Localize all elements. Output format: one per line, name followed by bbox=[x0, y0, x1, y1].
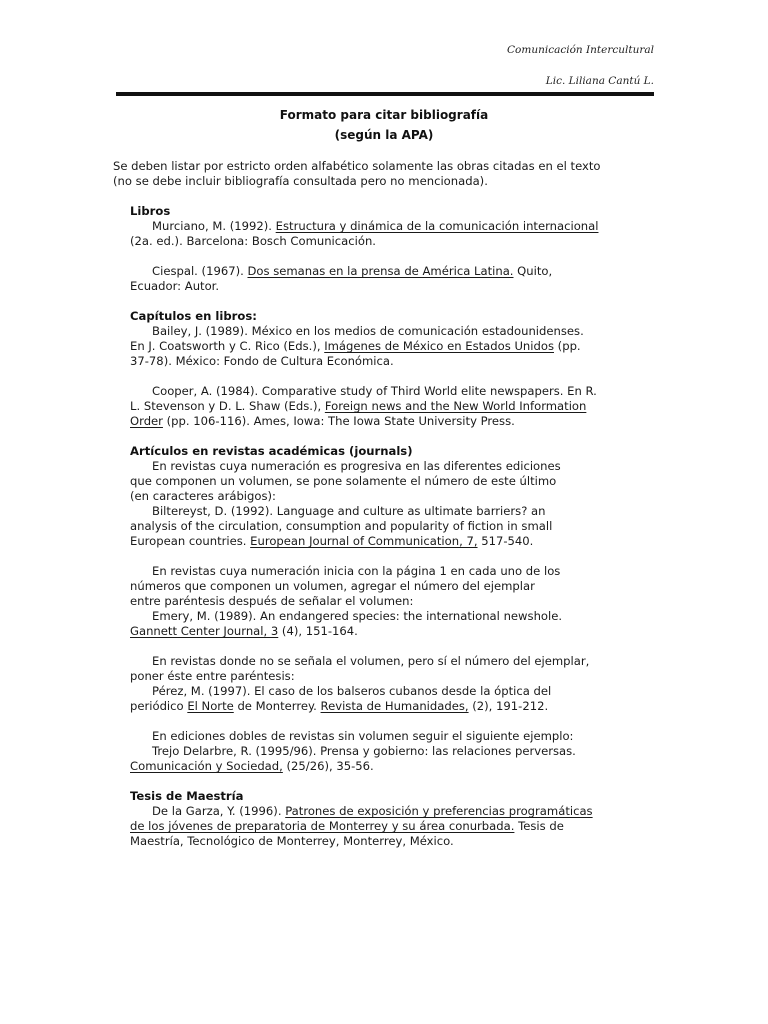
reference-line: de los jóvenes de preparatoria de Monterrey y su área conurbada. Tesis de bbox=[130, 819, 564, 833]
body-line: poner éste entre paréntesis: bbox=[130, 669, 295, 683]
reference-line: periódico El Norte de Monterrey. Revista de Humanidades, (2), 191-212. bbox=[130, 699, 549, 713]
section-heading-libros: Libros bbox=[130, 204, 171, 218]
reference-line: Murciano, M. (1992). Estructura y dinámica de la comunicación internacional bbox=[152, 219, 599, 233]
header-divider bbox=[116, 92, 654, 96]
body-line: números que componen un volumen, agregar el número del ejemplar bbox=[130, 579, 535, 593]
reference-title: Dos semanas en la prensa de América Latina. bbox=[247, 264, 514, 278]
reference-line: En J. Coatsworth y C. Rico (Eds.), Imágenes de México en Estados Unidos (pp. bbox=[130, 339, 581, 353]
reference-line: Emery, M. (1989). An endangered species: the international newshole. bbox=[152, 609, 563, 623]
reference-line: L. Stevenson y D. L. Shaw (Eds.), Foreign news and the New World Information bbox=[130, 399, 587, 413]
reference-title: Estructura y dinámica de la comunicación internacional bbox=[275, 219, 599, 233]
reference-line: Maestría, Tecnológico de Monterrey, Monterrey, México. bbox=[130, 834, 454, 848]
reference-line: Gannett Center Journal, 3 (4), 151-164. bbox=[130, 624, 358, 638]
reference-title: El Norte bbox=[187, 699, 234, 713]
document-title: Formato para citar bibliografía bbox=[279, 108, 489, 122]
header-course: Comunicación Intercultural bbox=[507, 44, 654, 56]
reference-title: de los jóvenes de preparatoria de Monterrey y su área conurbada. bbox=[130, 819, 515, 833]
body-line: En ediciones dobles de revistas sin volumen seguir el siguiente ejemplo: bbox=[152, 729, 574, 743]
reference-title: Gannett Center Journal, 3 bbox=[130, 624, 279, 638]
reference-title: Imágenes de México en Estados Unidos bbox=[324, 339, 554, 353]
document-subtitle: (según la APA) bbox=[334, 128, 434, 142]
body-line: que componen un volumen, se pone solamente el número de este último bbox=[130, 474, 557, 488]
body-line: En revistas donde no se señala el volumen, pero sí el número del ejemplar, bbox=[152, 654, 590, 668]
document-body bbox=[113, 159, 658, 849]
reference-line: De la Garza, Y. (1996). Patrones de exposición y preferencias programáticas bbox=[152, 804, 593, 818]
reference-line: Bailey, J. (1989). México en los medios de comunicación estadounidenses. bbox=[152, 324, 584, 338]
reference-line: analysis of the circulation, consumption and popularity of fiction in small bbox=[130, 519, 553, 533]
reference-line: (2a. ed.). Barcelona: Bosch Comunicación. bbox=[130, 234, 376, 248]
reference-line: Ciespal. (1967). Dos semanas en la prensa de América Latina. Quito, bbox=[152, 264, 553, 278]
reference-title: Foreign news and the New World Information bbox=[324, 399, 587, 413]
reference-line: Ecuador: Autor. bbox=[130, 279, 220, 293]
reference-title: Comunicación y Sociedad, bbox=[130, 759, 283, 773]
header-author: Lic. Liliana Cantú L. bbox=[545, 75, 654, 87]
body-line: entre paréntesis después de señalar el volumen: bbox=[130, 594, 414, 608]
body-line: (en caracteres arábigos): bbox=[130, 489, 276, 503]
section-heading-capitulos: Capítulos en libros: bbox=[130, 309, 257, 323]
reference-title: Order bbox=[130, 414, 163, 428]
reference-title: European Journal of Communication, 7, bbox=[250, 534, 478, 548]
intro-line: Se deben listar por estricto orden alfabético solamente las obras citadas en el texto bbox=[113, 159, 601, 173]
reference-title: Revista de Humanidades, bbox=[320, 699, 469, 713]
reference-line: Comunicación y Sociedad, (25/26), 35-56. bbox=[130, 759, 374, 773]
section-heading-articulos: Artículos en revistas académicas (journals) bbox=[130, 444, 413, 458]
section-heading-tesis: Tesis de Maestría bbox=[130, 789, 244, 803]
reference-line: Trejo Delarbre, R. (1995/96). Prensa y gobierno: las relaciones perversas. bbox=[152, 744, 576, 758]
reference-line: European countries. European Journal of Communication, 7, 517-540. bbox=[130, 534, 534, 548]
body-line: En revistas cuya numeración es progresiva en las diferentes ediciones bbox=[152, 459, 561, 473]
reference-line: 37-78). México: Fondo de Cultura Económica. bbox=[130, 354, 394, 368]
reference-line: Pérez, M. (1997). El caso de los balseros cubanos desde la óptica del bbox=[152, 684, 552, 698]
reference-line: Cooper, A. (1984). Comparative study of Third World elite newspapers. En R. bbox=[152, 384, 597, 398]
reference-title: Patrones de exposición y preferencias programáticas bbox=[285, 804, 593, 818]
reference-line: Order (pp. 106-116). Ames, Iowa: The Iowa State University Press. bbox=[130, 414, 515, 428]
reference-line: Biltereyst, D. (1992). Language and culture as ultimate barriers? an bbox=[152, 504, 546, 518]
body-line: En revistas cuya numeración inicia con la página 1 en cada uno de los bbox=[152, 564, 561, 578]
intro-line: (no se debe incluir bibliografía consultada pero no mencionada). bbox=[113, 174, 488, 188]
